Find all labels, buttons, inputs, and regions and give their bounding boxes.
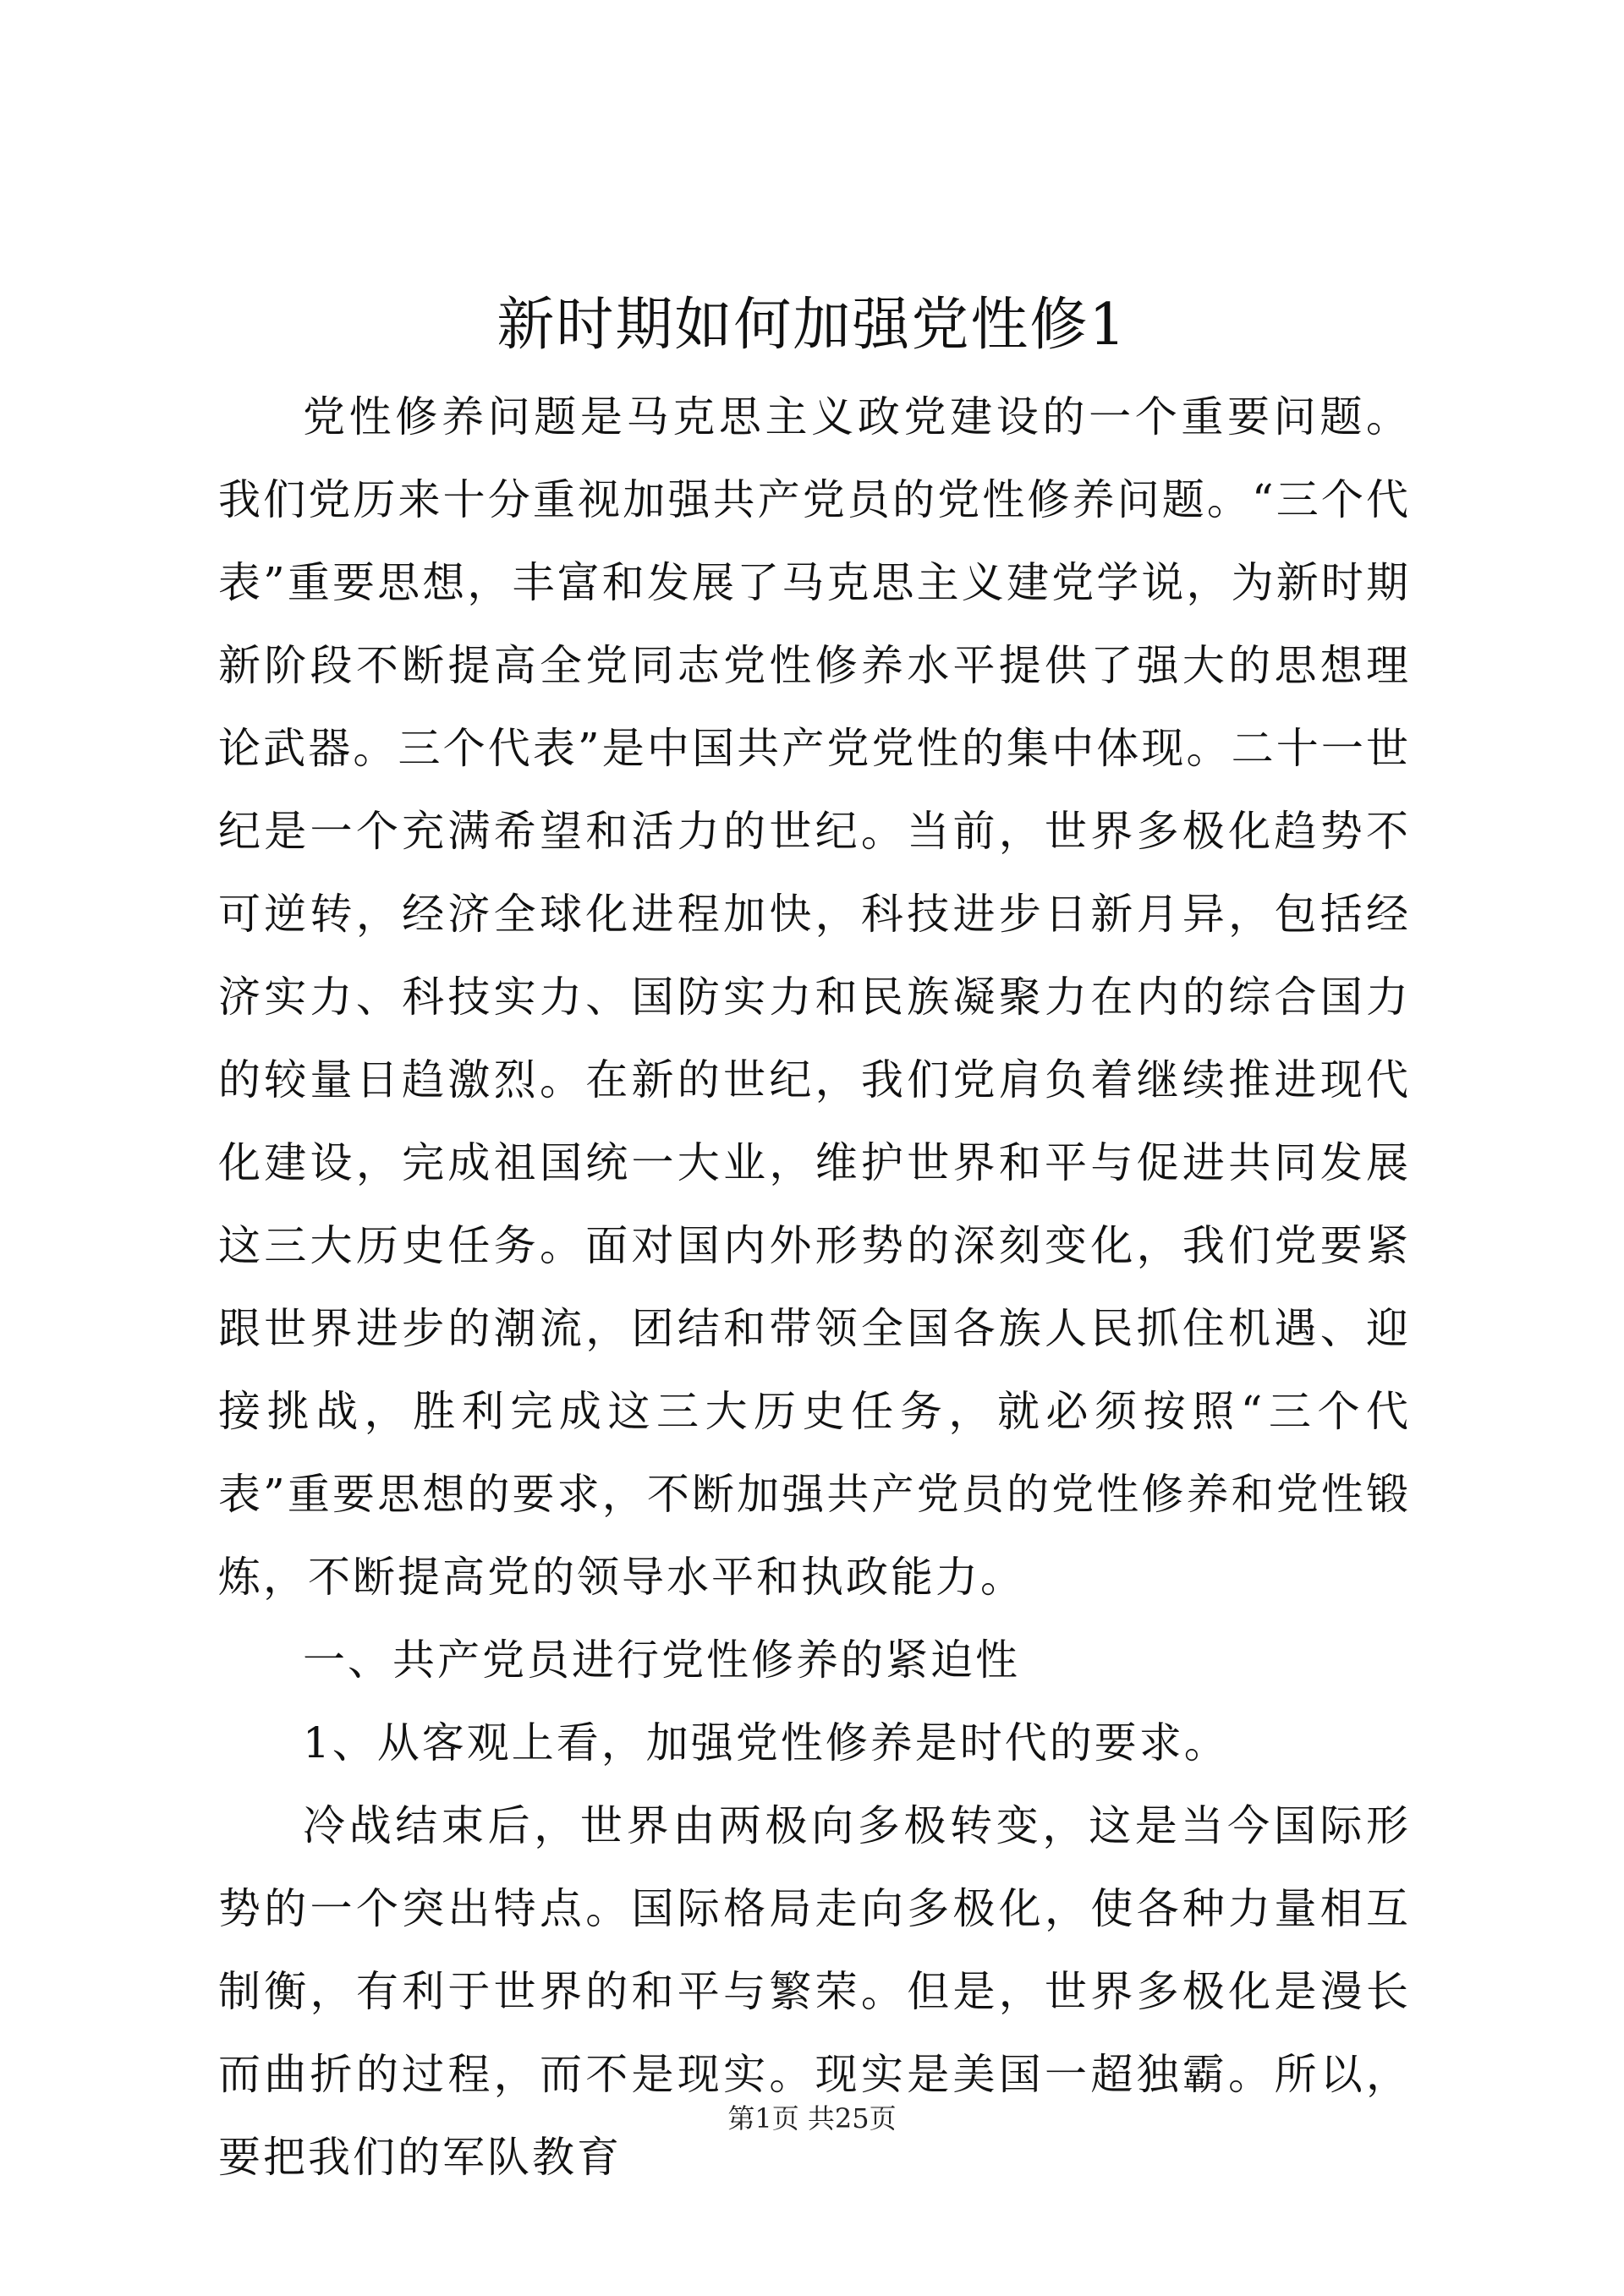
- section-heading: 一、共产党员进行党性修养的紧迫性: [303, 1636, 1020, 1685]
- page-number-footer: 第1页 共25页: [727, 2102, 897, 2134]
- document-body: [218, 375, 1411, 2199]
- document-title: 新时期如何加强党性修1: [497, 292, 1127, 359]
- subsection-heading: 1、从客观上看，加强党性修养是时代的要求。: [303, 1718, 1229, 1767]
- paragraph-cold-war: 冷战结束后，世界由两极向多极转变，这是当今国际形势的一个突出特点。国际格局走向多极化，使各种力量相互制衡，有利于世界的和平与繁荣。但是，世界多极化是漫长而曲折的过程，而不是现实。现实是美国一超独霸。所以，要把我们的军队教育: [218, 1801, 1411, 2182]
- paragraph-intro: 党性修养问题是马克思主义政党建设的一个重要问题。我们党历来十分重视加强共产党员的党性修养问题。“三个代表”重要思想，丰富和发展了马克思主义建党学说，为新时期新阶段不断提高全党同志党性修养水平提供了强大的思想理论武器。三个代表”是中国共产党党性的集中体现。二十一世纪是一个充满希望和活力的世纪。当前，世界多极化趋势不可逆转，经济全球化进程加快，科技进步日新月异，包括经济实力、科技实力、国防实力和民族凝聚力在内的综合国力的较量日趋激烈。在新的世纪，我们党肩负着继续推进现代化建设，完成祖国统一大业，维护世界和平与促进共同发展这三大历史任务。面对国内外形势的深刻变化，我们党要紧跟世界进步的潮流，团结和带领全国各族人民抓住机遇、迎接挑战，胜利完成这三大历史任务，就必须按照“三个代表”重要思想的要求，不断加强共产党员的党性修养和党性锻炼，不断提高党的领导水平和执政能力。: [218, 392, 1411, 1602]
